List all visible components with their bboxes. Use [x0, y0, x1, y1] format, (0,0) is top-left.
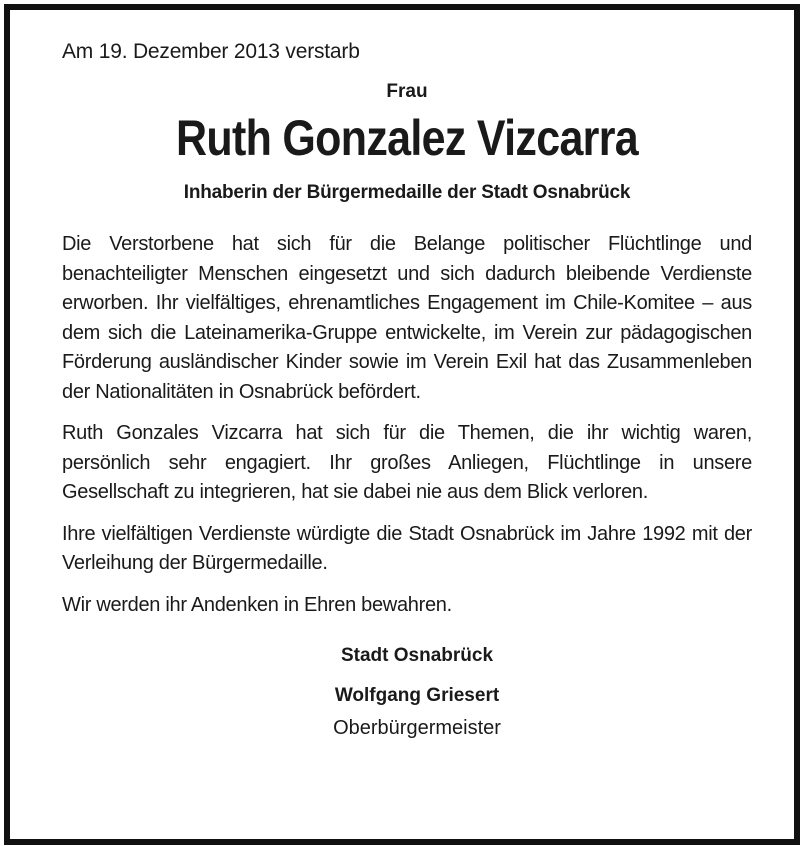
honor-subtitle: Inhaberin der Bürgermedaille der Stadt Osnabrück — [183, 182, 631, 203]
signature-name: Wolfgang Griesert — [334, 685, 500, 706]
paragraph-themes: Ruth Gonzales Vizcarra hat sich für die Themen, die ihr wichtig waren, persönlich sehr engagiert. Ihr großes Anliegen, Flüchtlinge in unsere Gesellschaft zu integrieren, hat sie dabei nie aus dem Blick verloren. — [62, 422, 752, 503]
paragraph-engagement: Die Verstorbene hat sich für die Belange politischer Flüchtlinge und benachteiligter Menschen eingesetzt und sich dadurch bleibende Verdienste erworben. Ihr vielfältiges, ehrenamtliches Engagement im Chile-Komitee – aus dem sich die Lateinamerika-Gruppe entwickelte, im Verein zur pädagogischen Förderung ausländischer Kinder sowie im Verein Exil hat das Zusammenleben der Nationalitäten in Osnabrück befördert. — [62, 233, 752, 403]
paragraph-merits: Ihre vielfältigen Verdienste würdigte die Stadt Osnabrück im Jahre 1992 mit der Verleihung der Bürgermedaille. — [62, 522, 752, 574]
paragraph-remembrance: Wir werden ihr Andenken in Ehren bewahren. — [62, 593, 452, 616]
notice-frame — [4, 4, 800, 845]
intro-line: Am 19. Dezember 2013 verstarb — [62, 40, 360, 63]
deceased-name: Ruth Gonzalez Vizcarra — [176, 110, 638, 166]
signature-block — [82, 643, 752, 742]
signature-title: Oberbürgermeister — [333, 717, 501, 739]
honorific: Frau — [386, 81, 428, 102]
signature-organization: Stadt Osnabrück — [340, 645, 494, 666]
notice-content — [62, 38, 752, 742]
